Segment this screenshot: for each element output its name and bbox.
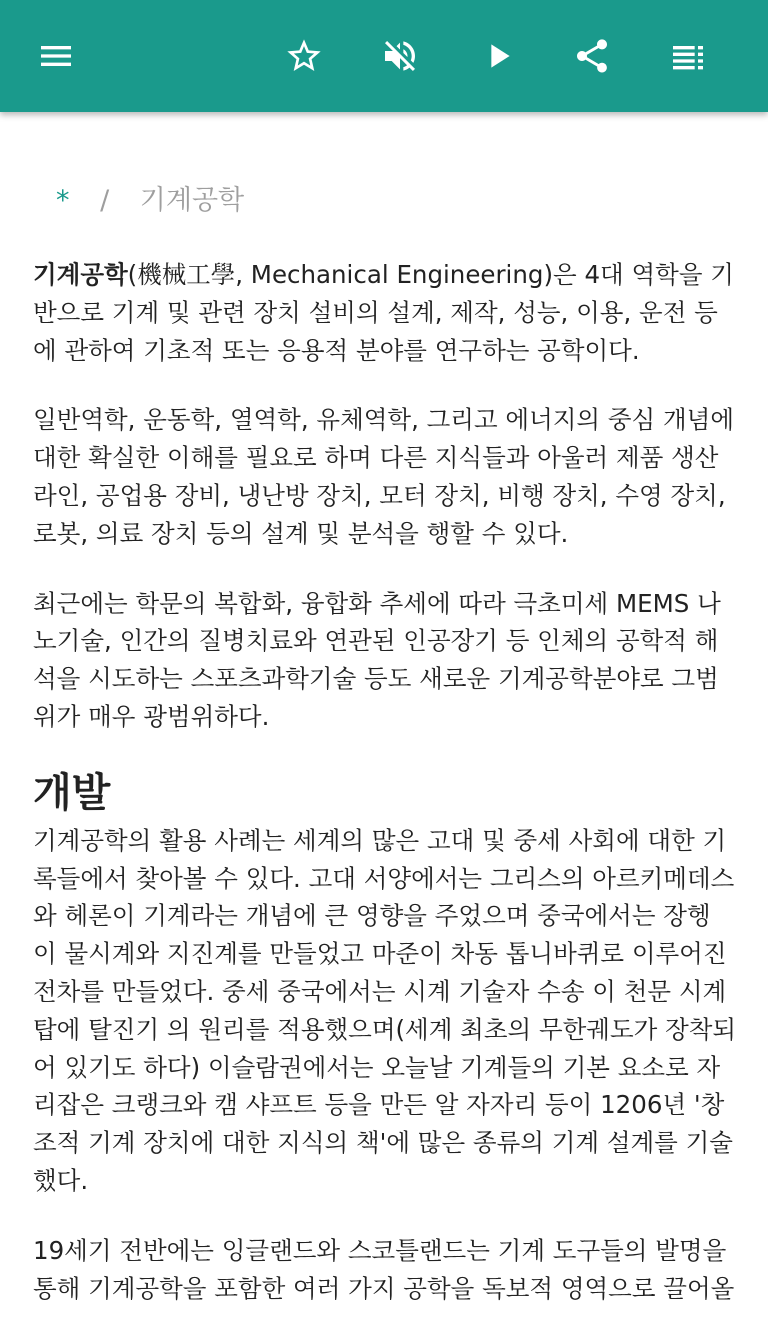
playlist-icon	[668, 36, 708, 76]
share-icon	[572, 36, 612, 76]
share-button[interactable]	[564, 28, 620, 84]
breadcrumb-current: 기계공학	[139, 185, 245, 216]
star-outline-icon	[284, 36, 324, 76]
breadcrumb	[56, 178, 244, 217]
app-toolbar	[0, 0, 768, 112]
paragraph-history: 기계공학의 활용 사례는 세계의 많은 고대 및 중세 사회에 대한 기록들에서 찾아볼 수 있다. 고대 서양에서는 그리스의 아르키메데스와 헤론이 기계라는 개념에 큰 영향을 주었으며 중국에서는 장헹 이 물시계와 지진계를 만들었고 마준이 차동 톱니바퀴로 이루어진 전차를 만들었다. 중세 중국에서는 시계 기술자 수송 이 천문 시계탑에 탈진기 의 원리를 적용했으며(세계 최초의 무한궤도가 장착되어 있기도 하다) 이슬람권에서는 오늘날 기계들의 기본 요소로 자리잡은 크랭크와 캠 샤프트 등을 만든 알 자자리 등이 1206년 '창조적 기계 장치에 대한 지식의 책'에 많은 종류의 기계 설계를 기술했다.	[33, 825, 737, 1195]
play-icon	[478, 36, 518, 76]
article-content[interactable]	[0, 112, 768, 1303]
article-body	[33, 256, 739, 1339]
play-button[interactable]	[470, 28, 526, 84]
paragraph-recent: 최근에는 학문의 복합화, 융합화 추세에 따라 극초미세 MEMS 나노기술, 인간의 질병치료와 연관된 인공장기 등 인체의 공학적 해석을 시도하는 스포츠과학기술 등도 새로운 기계공학분야로 그범위가 매우 광범위하다.	[33, 588, 721, 731]
menu-button[interactable]	[28, 28, 84, 84]
volume-off-icon	[380, 36, 420, 76]
toc-button[interactable]	[660, 28, 716, 84]
section-heading-development: 개발	[33, 769, 111, 816]
favorite-button[interactable]	[276, 28, 332, 84]
breadcrumb-home-link[interactable]: *	[56, 185, 70, 216]
paragraph-intro-text: (機械工學, Mechanical Engineering)은 4대 역학을 기반으로 기계 및 관련 장치 설비의 설계, 제작, 성능, 이용, 운전 등에 관하여 기초적 또는 응용적 분야를 연구하는 공학이다.	[33, 260, 734, 365]
paragraph-intro	[33, 256, 739, 369]
menu-icon	[36, 36, 76, 76]
paragraph-fields: 일반역학, 운동학, 열역학, 유체역학, 그리고 에너지의 중심 개념에 대한 확실한 이해를 필요로 하며 다른 지식들과 아울러 제품 생산 라인, 공업용 장비, 냉난방 장치, 모터 장치, 비행 장치, 수영 장치, 로봇, 의료 장치 등의 설계 및 분석을 행할 수 있다.	[33, 405, 735, 548]
mute-button[interactable]	[372, 28, 428, 84]
breadcrumb-separator: /	[100, 185, 110, 216]
article-term: 기계공학	[33, 260, 128, 289]
paragraph-19th-century: 19세기 전반에는 잉글랜드와 스코틀랜드는 기계 도구들의 발명을 통해 기계공학을 포함한 여러 가지 공학을 독보적 영역으로 끌어올	[33, 1235, 735, 1303]
